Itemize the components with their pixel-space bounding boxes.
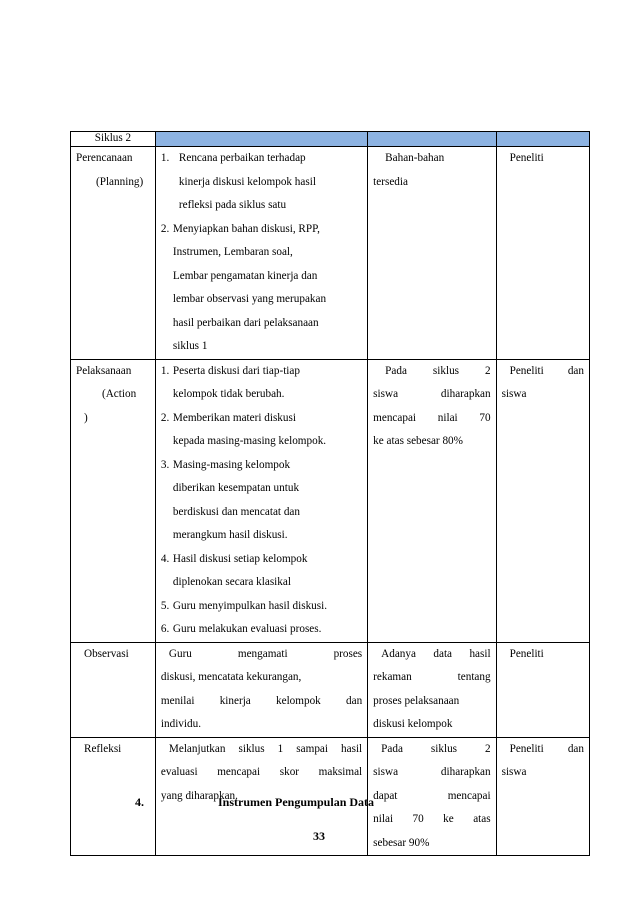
activity-item bbox=[161, 618, 362, 642]
activity-line: menilai kinerja kelompok dan bbox=[160, 694, 363, 707]
indicator-line: siswa diharapkan bbox=[373, 388, 491, 400]
indicator-cell bbox=[368, 359, 496, 642]
phase-cell bbox=[71, 147, 156, 360]
item-line: Guru menyimpulkan hasil diskusi. bbox=[172, 599, 328, 612]
indicator-line: Adanya data hasil bbox=[381, 647, 491, 660]
item-line: kelompok tidak berubah. bbox=[172, 388, 285, 400]
indicator-line: siswa diharapkan bbox=[373, 766, 491, 778]
activity-item bbox=[161, 595, 362, 619]
activity-cell bbox=[155, 642, 367, 737]
activity-line: Guru mengamati proses bbox=[168, 647, 363, 660]
research-cycle-table bbox=[70, 131, 590, 856]
table-row-planning bbox=[71, 147, 590, 360]
table-row-observation bbox=[71, 642, 590, 737]
indicator-line: rekaman tentang bbox=[373, 671, 491, 683]
actor-line: Peneliti dan bbox=[509, 742, 584, 755]
actor-line: siswa bbox=[501, 766, 527, 778]
item-line: diplenokan secara klasikal bbox=[172, 576, 291, 588]
activity-item bbox=[161, 454, 362, 548]
item-line: Lembar pengamatan kinerja dan bbox=[172, 269, 318, 282]
indicator-line: ke atas sebesar 80% bbox=[373, 435, 463, 447]
phase-line: Pelaksanaan bbox=[76, 364, 132, 377]
actor-line: Peneliti bbox=[509, 152, 544, 164]
phase-line: Perencanaan bbox=[76, 152, 133, 164]
item-line: merangkum hasil diskusi. bbox=[172, 529, 288, 541]
indicator-line: dapat mencapai bbox=[373, 789, 491, 802]
indicator-cell bbox=[368, 642, 496, 737]
cycle-label: Siklus 2 bbox=[71, 132, 156, 147]
indicator-cell bbox=[368, 147, 496, 360]
indicator-line: Pada siklus 2 bbox=[385, 364, 491, 377]
item-line: Menyiapkan bahan diskusi, RPP, bbox=[172, 222, 320, 235]
item-line: siklus 1 bbox=[172, 340, 208, 352]
activity-item bbox=[161, 218, 362, 359]
activity-line: individu. bbox=[160, 718, 201, 730]
table-header-row bbox=[71, 132, 590, 147]
header-cell-blank bbox=[368, 132, 496, 147]
activity-item bbox=[161, 407, 362, 454]
item-line: Hasil diskusi setiap kelompok bbox=[172, 552, 308, 565]
page-number: 33 bbox=[313, 829, 325, 843]
actor-cell bbox=[496, 642, 589, 737]
indicator-line: proses pelaksanaan bbox=[373, 694, 460, 707]
item-line: hasil perbaikan dari pelaksanaan bbox=[172, 316, 319, 329]
item-number: 1. bbox=[160, 364, 170, 377]
item-number: 4. bbox=[160, 552, 170, 565]
phase-line: ) bbox=[84, 411, 88, 424]
activity-cell bbox=[155, 359, 367, 642]
activity-line: diskusi, mencatata kekurangan, bbox=[160, 671, 302, 683]
activity-line: yang diharapkan. bbox=[160, 789, 238, 802]
actor-cell bbox=[496, 359, 589, 642]
indicator-line: Bahan-bahan bbox=[385, 152, 445, 164]
phase-line: (Planning) bbox=[96, 175, 144, 188]
section-title: Instrumen Pengumpulan Data bbox=[218, 795, 375, 809]
phase-line: Refleksi bbox=[84, 742, 122, 755]
activity-cell bbox=[155, 147, 367, 360]
indicator-line: nilai 70 ke atas bbox=[373, 813, 491, 825]
item-number: 3. bbox=[160, 458, 170, 471]
header-cell-blank bbox=[155, 132, 367, 147]
activity-line: Melanjutkan siklus 1 sampai hasil bbox=[168, 742, 363, 755]
item-number: 2. bbox=[160, 222, 170, 235]
section-number: 4. bbox=[135, 795, 144, 809]
table-row-action bbox=[71, 359, 590, 642]
indicator-line: sebesar 90% bbox=[373, 836, 430, 849]
header-cell-blank bbox=[496, 132, 589, 147]
actor-line: Peneliti bbox=[509, 647, 544, 660]
item-line: Guru melakukan evaluasi proses. bbox=[172, 623, 322, 635]
item-number: 5. bbox=[160, 599, 170, 612]
item-number: 1. bbox=[160, 152, 170, 164]
item-line: refleksi pada siklus satu bbox=[178, 199, 287, 211]
item-number: 2. bbox=[160, 411, 170, 424]
item-line: Peserta diskusi dari tiap-tiap bbox=[172, 364, 300, 377]
actor-line: siswa bbox=[501, 388, 527, 400]
item-line: diberikan kesempatan untuk bbox=[172, 482, 300, 494]
actor-cell bbox=[496, 147, 589, 360]
item-line: Instrumen, Lembaran soal, bbox=[172, 246, 293, 258]
item-line: Masing-masing kelompok bbox=[172, 458, 291, 471]
activity-item bbox=[161, 548, 362, 595]
item-line: Memberikan materi diskusi bbox=[172, 411, 296, 424]
indicator-line: tersedia bbox=[373, 175, 408, 188]
item-line: berdiskusi dan mencatat dan bbox=[172, 505, 300, 518]
indicator-line: Pada siklus 2 bbox=[381, 742, 491, 755]
item-line: kepada masing-masing kelompok. bbox=[172, 435, 327, 447]
actor-line: Peneliti dan bbox=[509, 364, 584, 377]
activity-item bbox=[161, 147, 362, 218]
activity-line: evaluasi mencapai skor maksimal bbox=[160, 766, 363, 778]
phase-cell bbox=[71, 359, 156, 642]
activity-item bbox=[161, 360, 362, 407]
indicator-line: diskusi kelompok bbox=[373, 718, 453, 730]
item-number: 6. bbox=[160, 623, 170, 635]
phase-line: (Action bbox=[102, 388, 137, 400]
item-line: lembar observasi yang merupakan bbox=[172, 293, 327, 305]
indicator-line: mencapai nilai 70 bbox=[373, 411, 491, 424]
phase-line: Observasi bbox=[84, 647, 129, 660]
phase-cell bbox=[71, 642, 156, 737]
item-line: kinerja diskusi kelompok hasil bbox=[178, 175, 316, 188]
item-line: Rencana perbaikan terhadap bbox=[178, 152, 306, 164]
